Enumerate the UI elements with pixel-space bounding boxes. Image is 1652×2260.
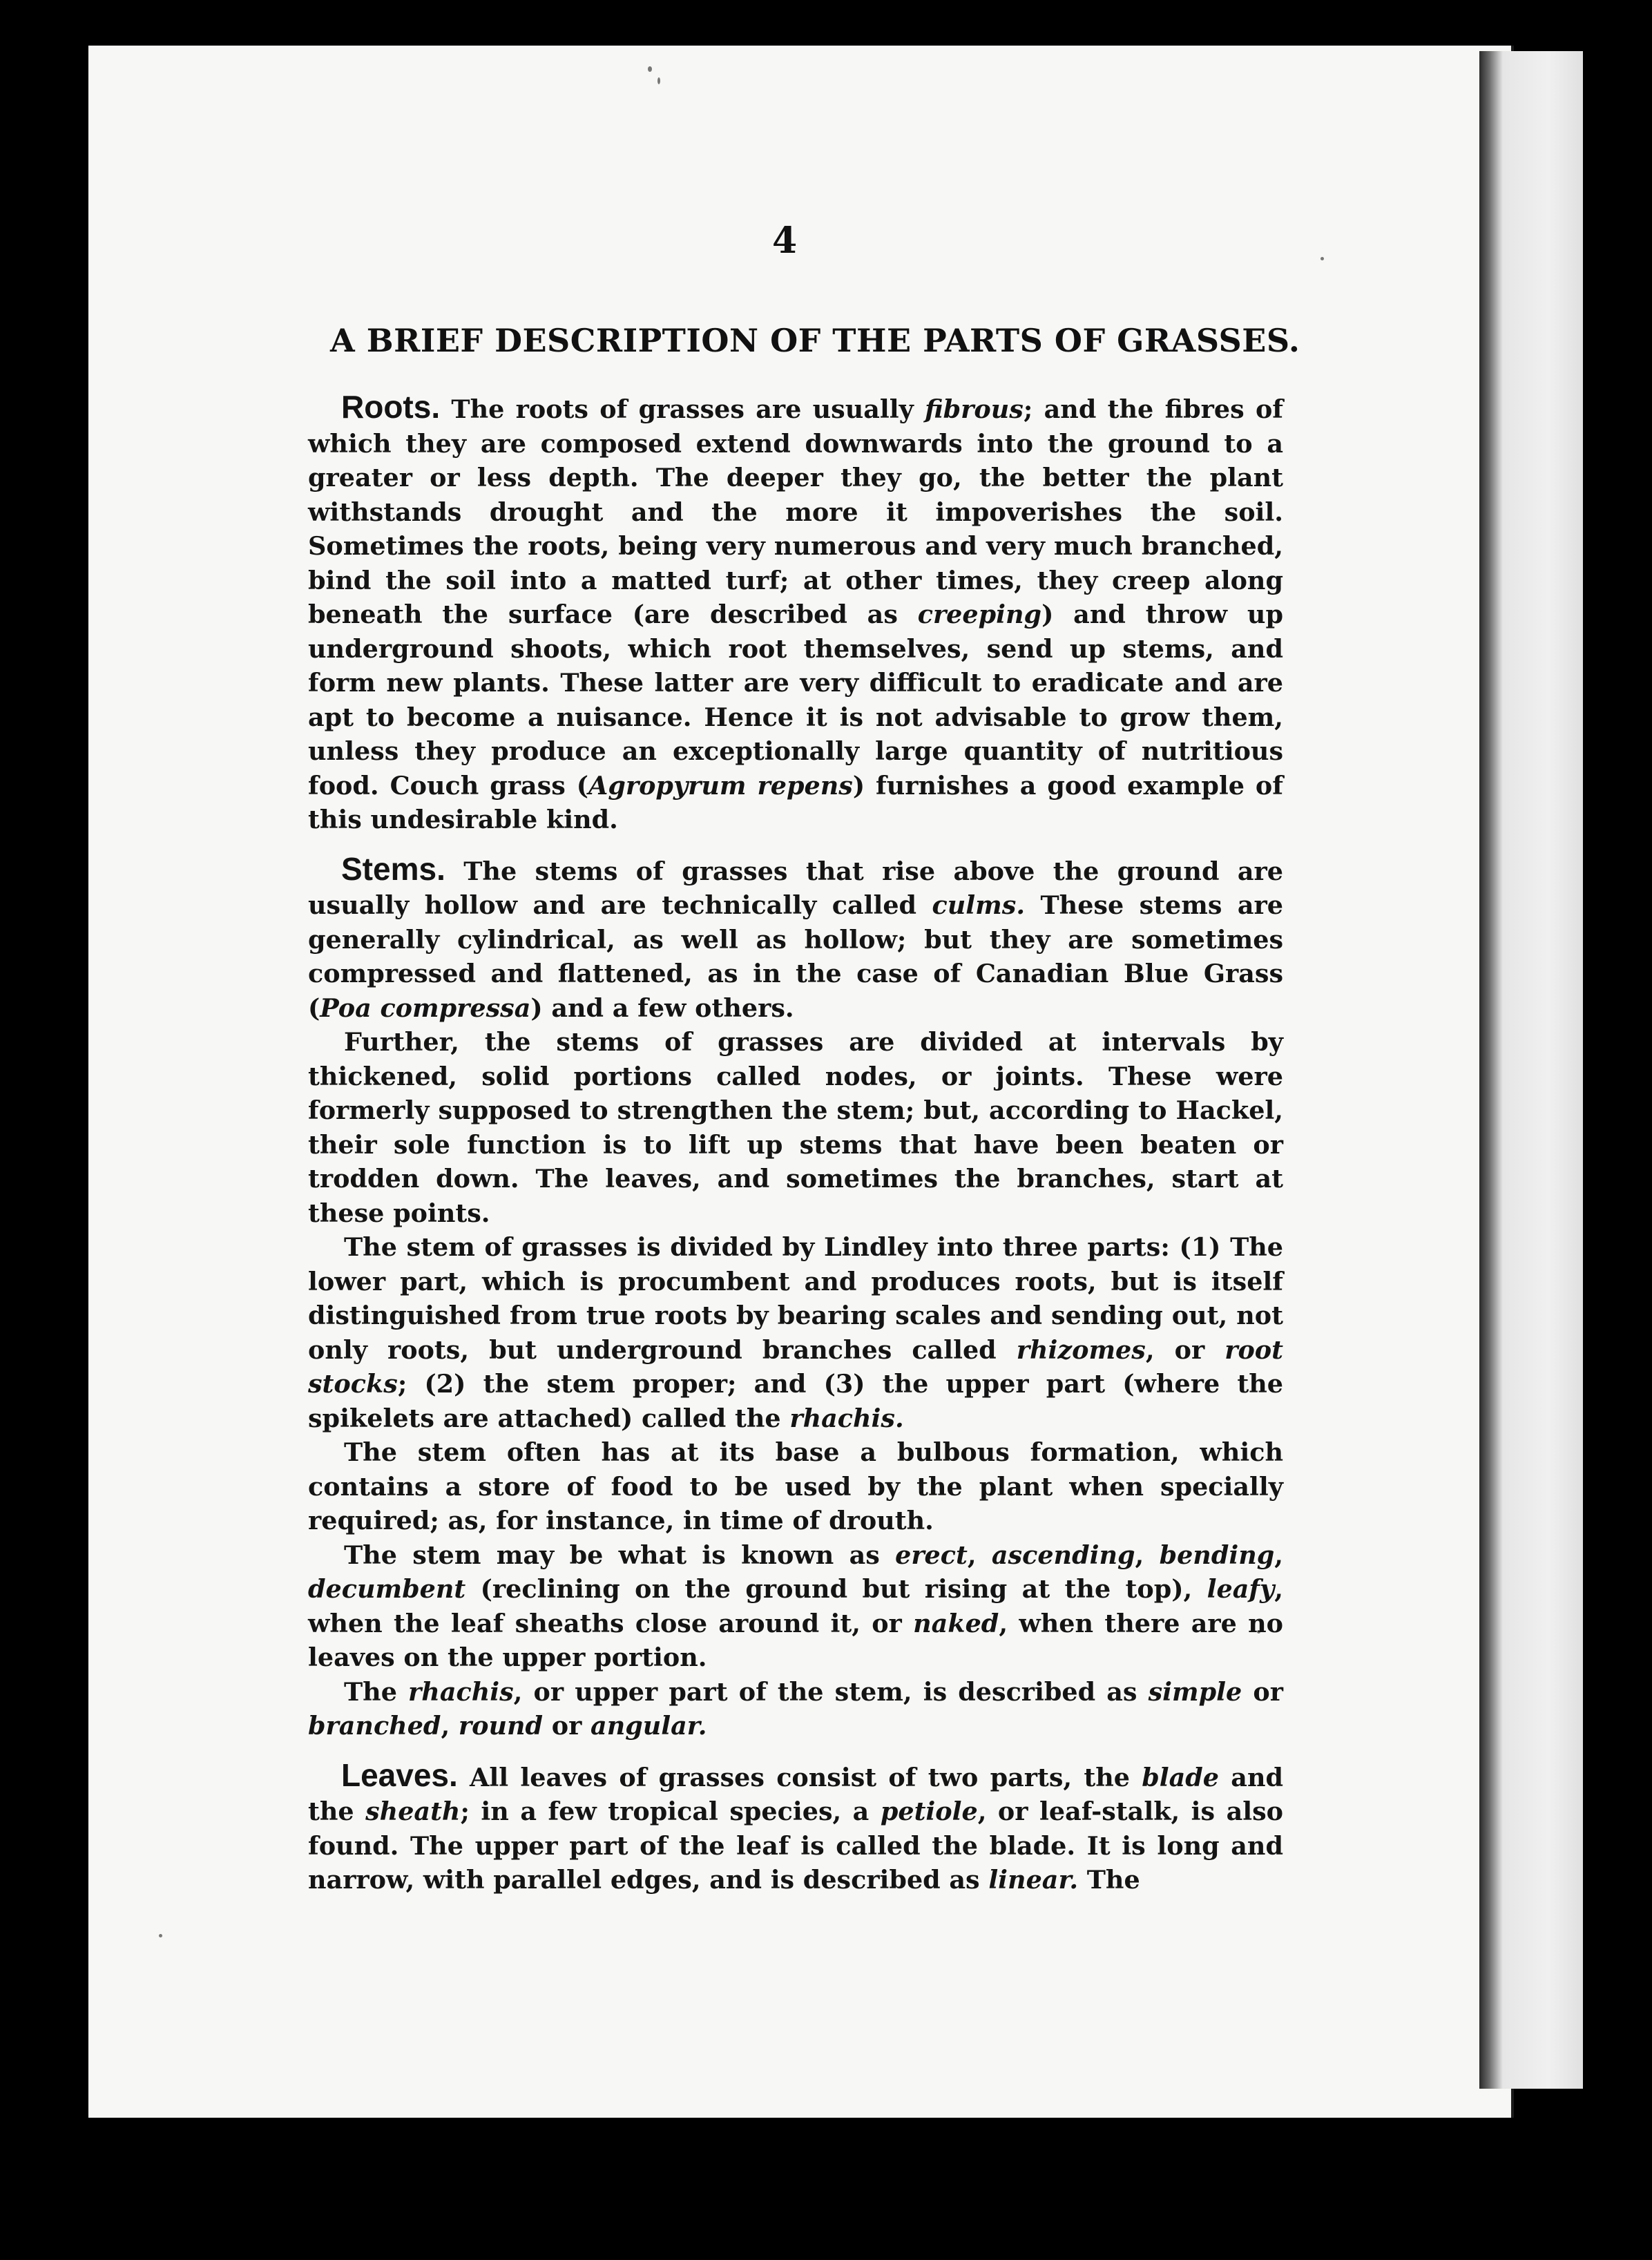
paragraph-rhachis: [308, 1675, 1283, 1743]
text-run: The roots of grasses are usually: [440, 394, 925, 424]
italic-term: creeping: [917, 600, 1042, 629]
scan-speck: [159, 1934, 162, 1937]
italic-term: bending: [1159, 1540, 1275, 1570]
text-run: ,: [967, 1540, 992, 1570]
italic-term: angular.: [590, 1711, 707, 1741]
text-run: The: [1078, 1865, 1140, 1895]
text-run: The: [344, 1676, 409, 1707]
text-run: ) and throw up underground shoots, which root themselves, send up stems, and form new plants. These latter are very difficult to eradicate and are apt to become a nuisance. Hence it is not advisable to grow them, unless they produce an exceptionally large quantity of nutritious food. Couch grass (: [308, 600, 1283, 801]
paragraph-roots: [308, 390, 1283, 837]
text-run: ) and a few others.: [530, 993, 794, 1023]
page-number: 4: [772, 220, 798, 262]
italic-term: naked: [913, 1608, 999, 1638]
text-run: These stems are generally cylindrical, as well as hollow; but they are sometimes compressed and flattened, as in the case of Canadian Blue Grass (: [308, 890, 1283, 1023]
italic-term: culms.: [932, 890, 1026, 920]
paragraph-leaves: [308, 1756, 1284, 1897]
text-run: , or: [1145, 1334, 1225, 1365]
scan-speck: [648, 66, 652, 72]
text-run: , or leaf-stalk, is also found. The upper part of the leaf is called the blade. It is long and narrow, with parallel edges, and is described as: [308, 1797, 1283, 1895]
italic-term: rhizomes: [1016, 1334, 1146, 1365]
italic-term: rhachis.: [789, 1403, 904, 1433]
italic-term: branched: [308, 1711, 441, 1741]
paragraph-lindley: [308, 1230, 1283, 1435]
text-run: ,: [1274, 1540, 1284, 1570]
text-run: ) furnishes a good example of this undesirable kind.: [308, 770, 1283, 834]
text-run: and the: [308, 1762, 1284, 1826]
page-heading: A BRIEF DESCRIPTION OF THE PARTS OF GRASSES.: [330, 322, 1300, 359]
italic-term: linear.: [988, 1865, 1079, 1895]
text-run: ; in a few tropical species, a: [460, 1797, 881, 1826]
text-run: ,: [441, 1711, 459, 1741]
italic-term: root stocks: [308, 1334, 1283, 1399]
italic-term: leafy: [1207, 1574, 1275, 1604]
scan-speck: [657, 77, 660, 84]
italic-term: Agropyrum repens: [588, 770, 853, 801]
text-run: ; and the fibres of which they are composed extend downwards into the ground to a greater or less depth. The deeper they go, the better the plant withstands drought and the more it impoverishes the soil. Sometimes the roots, being very numerous and very much branched, bind the soil into a matted turf; at other times, they creep along beneath the surface (are described as: [308, 394, 1283, 629]
italic-term: ascending: [991, 1540, 1135, 1570]
section-lead-leaves: Leaves.: [341, 1756, 458, 1793]
italic-term: blade: [1142, 1762, 1220, 1792]
italic-term: petiole: [880, 1797, 978, 1826]
text-run: All leaves of grasses consist of two parts, the: [457, 1762, 1142, 1792]
section-lead-stems: Stems.: [341, 850, 445, 887]
italic-term: Poa compressa: [320, 993, 531, 1023]
text-run: ; (2) the stem proper; and (3) the upper part (where the spikelets are attached) called the: [308, 1369, 1283, 1433]
italic-term: decumbent: [308, 1574, 466, 1604]
text-run: The stem may be what is known as: [344, 1540, 896, 1570]
text-run: or: [1242, 1676, 1283, 1707]
text-run: , or upper part of the stem, is described as: [513, 1676, 1149, 1707]
italic-term: rhachis: [408, 1676, 514, 1707]
text-run: The stems of grasses that rise above the ground are usually hollow and are technically called: [308, 856, 1283, 920]
section-lead-roots: Roots.: [341, 389, 441, 425]
text-run: (reclining on the ground but rising at the top),: [465, 1574, 1207, 1604]
body-text: [308, 390, 1283, 1897]
text-run: or: [543, 1711, 591, 1741]
italic-term: round: [458, 1711, 544, 1741]
italic-term: erect: [895, 1540, 968, 1570]
italic-term: simple: [1148, 1676, 1242, 1707]
paragraph-stems: [308, 852, 1283, 1026]
italic-term: sheath: [365, 1797, 461, 1826]
paragraph-stem-kinds: [308, 1538, 1283, 1675]
text-run: , when there are no leaves on the upper portion.: [308, 1608, 1283, 1672]
text-run: ,: [1135, 1540, 1160, 1570]
paragraph-bulbous: The stem often has at its base a bulbous formation, which contains a store of food to be used by the plant when specially required; as, for instance, in time of drouth.: [308, 1437, 1283, 1535]
paragraph-nodes: Further, the stems of grasses are divided at intervals by thickened, solid portions called nodes, or joints. These were formerly supposed to strengthen the stem; but, according to Hackel, their sole function is to lift up stems that have been beaten or trodden down. The leaves, and sometimes the branches, start at these points.: [308, 1027, 1283, 1228]
text-run: , when the leaf sheaths close around it, or: [308, 1574, 1283, 1638]
text-run: The stem of grasses is divided by Lindley into three parts: (1) The lower part, which is procumbent and produces roots, but is itself distinguished from true roots by bearing scales and sending out, not only roots, but underground branches called: [308, 1232, 1283, 1365]
italic-term: fibrous: [925, 394, 1024, 424]
next-page-edge: [1479, 51, 1583, 2089]
scan-speck: [1320, 257, 1324, 260]
